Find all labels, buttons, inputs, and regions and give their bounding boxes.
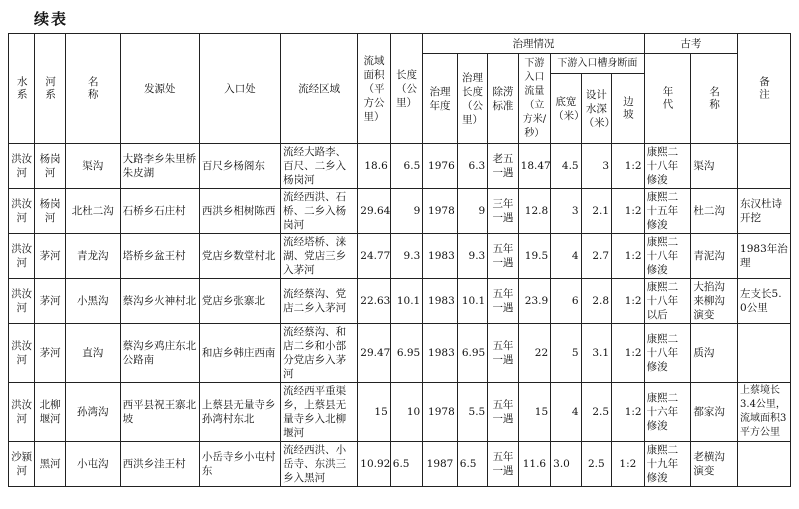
cell-name: 小黑沟	[65, 279, 120, 324]
cell-length: 6.5	[390, 442, 422, 487]
cell-flow: 19.5	[518, 234, 550, 279]
cell-gov-year: 1978	[423, 189, 458, 234]
cell-flow: 15	[518, 383, 550, 442]
cell-area: 29.64	[358, 189, 390, 234]
header-length: 长度（公里）	[390, 34, 422, 144]
table-row	[9, 442, 791, 487]
cell-depth: 2.5	[581, 442, 611, 487]
cell-flow: 22	[518, 324, 550, 383]
cell-area: 29.47	[358, 324, 390, 383]
cell-remark: 东汉杜诗开挖	[738, 189, 791, 234]
cell-gov-year: 1983	[423, 279, 458, 324]
cell-flood-std: 三年一遇	[488, 189, 518, 234]
cell-source: 石桥乡石庄村	[120, 189, 199, 234]
cell-flow: 23.9	[518, 279, 550, 324]
cell-old-name: 都家沟	[691, 383, 738, 442]
cell-region: 流经西平重渠乡，上蔡县无量寺乡入北柳堰河	[281, 383, 358, 442]
cell-area: 22.63	[358, 279, 390, 324]
table-row	[9, 324, 791, 383]
cell-slope: 1:2	[612, 234, 645, 279]
table-row	[9, 234, 791, 279]
cell-slope: 1:2	[612, 144, 645, 189]
cell-depth: 2.1	[581, 189, 611, 234]
cell-flow: 12.8	[518, 189, 550, 234]
cell-inlet: 西洪乡相树陈西	[199, 189, 280, 234]
cell-shuixi: 洪汝河	[9, 234, 35, 279]
cell-depth: 3	[581, 144, 611, 189]
cell-area: 18.6	[358, 144, 390, 189]
cell-flood-std: 五年一遇	[488, 324, 518, 383]
header-source: 发源处	[120, 34, 199, 144]
cell-flood-std: 五年一遇	[488, 234, 518, 279]
header-old-name: 名称	[691, 54, 738, 144]
cell-name: 孙湾沟	[65, 383, 120, 442]
table-row	[9, 144, 791, 189]
header-governance: 治理情况	[423, 34, 644, 54]
page-title: 续表	[34, 10, 69, 28]
cell-bottom-width: 6	[551, 279, 581, 324]
cell-slope: 1:2	[612, 324, 645, 383]
cell-area: 24.77	[358, 234, 390, 279]
cell-remark	[738, 144, 791, 189]
cell-slope: 1:2	[612, 442, 645, 487]
cell-hebie: 茅河	[35, 279, 65, 324]
cell-shuixi: 洪汝河	[9, 279, 35, 324]
cell-inlet: 党店乡张寨北	[199, 279, 280, 324]
cell-era: 康熙二十八年修浚	[644, 234, 691, 279]
header-bottom-width: 底宽（米）	[551, 74, 581, 144]
cell-gov-year: 1987	[423, 442, 458, 487]
cell-source: 蔡沟乡火神村北	[120, 279, 199, 324]
cell-source: 大路李乡朱里桥朱皮湖	[120, 144, 199, 189]
header-region: 流经区域	[281, 34, 358, 144]
cell-old-name: 大掐沟来柳沟演变	[691, 279, 738, 324]
cell-era: 康熙二十八年修浚	[644, 144, 691, 189]
cell-slope: 1:2	[612, 383, 645, 442]
cell-remark: 左支长5.0公里	[738, 279, 791, 324]
cell-old-name: 质沟	[691, 324, 738, 383]
header-flood-std: 除涝标准	[488, 54, 518, 144]
cell-era: 康熙二十五年修浚	[644, 189, 691, 234]
cell-region: 流经西洪、小岳寺、东洪三乡入黑河	[281, 442, 358, 487]
cell-bottom-width: 4	[551, 234, 581, 279]
cell-depth: 2.8	[581, 279, 611, 324]
table-row	[9, 189, 791, 234]
cell-inlet: 和店乡韩庄西南	[199, 324, 280, 383]
cell-bottom-width: 4	[551, 383, 581, 442]
cell-era: 康熙二十九年修浚	[644, 442, 691, 487]
cell-era: 康熙二十八年修浚	[644, 324, 691, 383]
cell-length: 10	[390, 383, 422, 442]
header-design-depth: 设计水深（米）	[581, 74, 611, 144]
header-name: 名称	[65, 34, 120, 144]
cell-depth: 2.7	[581, 234, 611, 279]
cell-era: 康熙二十八年以后	[644, 279, 691, 324]
cell-hebie: 北柳堰河	[35, 383, 65, 442]
cell-region: 流经塔桥、涞湖、党店三乡入茅河	[281, 234, 358, 279]
header-kaogu: 古考	[644, 34, 737, 54]
cell-depth: 2.5	[581, 383, 611, 442]
cell-shuixi: 沙颍河	[9, 442, 35, 487]
header-downstream-section: 下游入口槽身断面	[551, 54, 644, 74]
cell-gov-year: 1978	[423, 383, 458, 442]
cell-region: 流经蔡沟、党店二乡入茅河	[281, 279, 358, 324]
cell-area: 15	[358, 383, 390, 442]
cell-bottom-width: 4.5	[551, 144, 581, 189]
cell-hebie: 杨岗河	[35, 189, 65, 234]
cell-name: 北杜二沟	[65, 189, 120, 234]
cell-gov-year: 1983	[423, 234, 458, 279]
cell-gov-year: 1976	[423, 144, 458, 189]
cell-hebie: 黑河	[35, 442, 65, 487]
cell-bottom-width: 3	[551, 189, 581, 234]
header-remarks: 备注	[738, 34, 791, 144]
cell-length: 9	[390, 189, 422, 234]
cell-source: 西平县祝王寨北坡	[120, 383, 199, 442]
cell-old-name: 青泥沟	[691, 234, 738, 279]
cell-gov-length: 6.3	[457, 144, 487, 189]
cell-depth: 3.1	[581, 324, 611, 383]
cell-gov-length: 9.3	[457, 234, 487, 279]
cell-bottom-width: 3.0	[551, 442, 581, 487]
cell-remark	[738, 324, 791, 383]
cell-old-name: 老横沟演变	[691, 442, 738, 487]
header-gov-year: 治理年度	[423, 54, 458, 144]
header-shuixi: 水系	[9, 34, 35, 144]
cell-shuixi: 洪汝河	[9, 144, 35, 189]
header-inlet: 入口处	[199, 34, 280, 144]
cell-region: 流经西洪、石桥、二乡入杨岗河	[281, 189, 358, 234]
cell-name: 青龙沟	[65, 234, 120, 279]
cell-flood-std: 五年一遇	[488, 279, 518, 324]
cell-era: 康熙二十六年修浚	[644, 383, 691, 442]
cell-flood-std: 五年一遇	[488, 442, 518, 487]
cell-name: 渠沟	[65, 144, 120, 189]
cell-gov-year: 1983	[423, 324, 458, 383]
cell-region: 流经蔡沟、和店二乡和小部分党店乡入茅河	[281, 324, 358, 383]
cell-length: 10.1	[390, 279, 422, 324]
cell-inlet: 小岳寺乡小屯村东	[199, 442, 280, 487]
header-area: 流域面积（平方公里）	[358, 34, 390, 144]
cell-gov-length: 5.5	[457, 383, 487, 442]
header-gov-length: 治理长度（公里）	[457, 54, 487, 144]
cell-bottom-width: 5	[551, 324, 581, 383]
cell-name: 直沟	[65, 324, 120, 383]
table-row	[9, 383, 791, 442]
cell-old-name: 渠沟	[691, 144, 738, 189]
header-downstream-flow: 下游入口流量（立方米/秒）	[518, 54, 550, 144]
cell-source: 西洪乡洼王村	[120, 442, 199, 487]
cell-hebie: 杨岗河	[35, 144, 65, 189]
cell-source: 塔桥乡盆王村	[120, 234, 199, 279]
cell-shuixi: 洪汝河	[9, 383, 35, 442]
cell-shuixi: 洪汝河	[9, 324, 35, 383]
cell-flood-std: 五年一遇	[488, 383, 518, 442]
header-slope: 边坡	[612, 74, 645, 144]
cell-slope: 1:2	[612, 279, 645, 324]
cell-name: 小屯沟	[65, 442, 120, 487]
cell-area: 10.92	[358, 442, 390, 487]
header-hebie: 河系	[35, 34, 65, 144]
cell-length: 6.95	[390, 324, 422, 383]
cell-hebie: 茅河	[35, 324, 65, 383]
header-era: 年代	[644, 54, 691, 144]
cell-gov-length: 10.1	[457, 279, 487, 324]
cell-remark: 上蔡境长3.4公里，流域面积3平方公里	[738, 383, 791, 442]
cell-remark	[738, 442, 791, 487]
cell-length: 6.5	[390, 144, 422, 189]
cell-inlet: 党店乡数堂村北	[199, 234, 280, 279]
river-table	[8, 33, 791, 487]
cell-length: 9.3	[390, 234, 422, 279]
cell-region: 流经大路李、百尺、二乡入杨岗河	[281, 144, 358, 189]
cell-slope: 1:2	[612, 189, 645, 234]
cell-flow: 18.47	[518, 144, 550, 189]
cell-gov-length: 9	[457, 189, 487, 234]
cell-flood-std: 老五一遇	[488, 144, 518, 189]
table-row	[9, 279, 791, 324]
cell-inlet: 百尺乡杨阁东	[199, 144, 280, 189]
cell-gov-length: 6.95	[457, 324, 487, 383]
cell-old-name: 杜二沟	[691, 189, 738, 234]
cell-remark: 1983年治理	[738, 234, 791, 279]
cell-flow: 11.6	[518, 442, 550, 487]
cell-inlet: 上蔡县无量寺乡孙湾村东北	[199, 383, 280, 442]
cell-hebie: 茅河	[35, 234, 65, 279]
cell-gov-length: 6.5	[457, 442, 487, 487]
cell-shuixi: 洪汝河	[9, 189, 35, 234]
cell-source: 蔡沟乡鸡庄东北公路南	[120, 324, 199, 383]
